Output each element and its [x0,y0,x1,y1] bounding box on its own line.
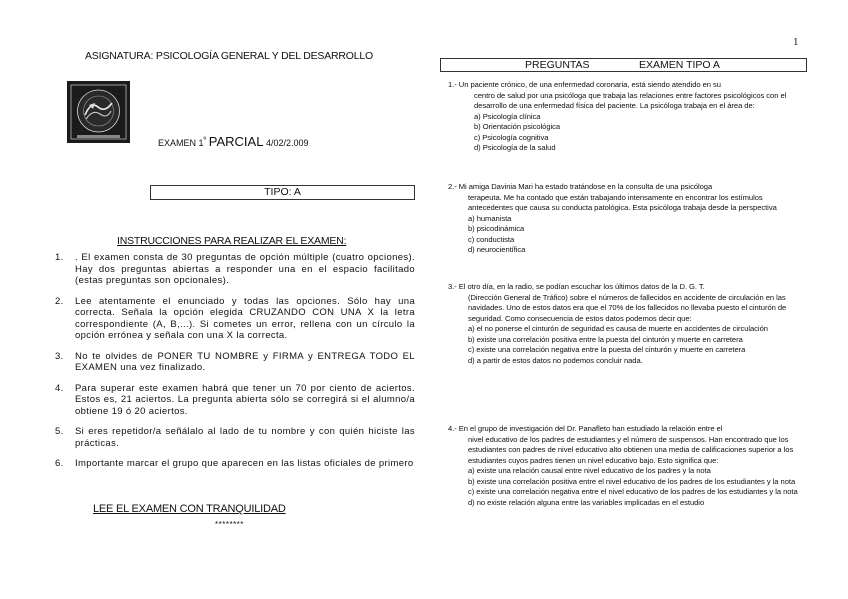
tipo-box: TIPO: A [150,185,415,200]
option: d) a partir de estos datos no podemos concluir nada. [468,355,643,365]
question-4 [448,424,798,508]
instruction-item: 1. . El examen consta de 30 preguntas de opción múltiple (cuatro opciones). Hay dos preguntas abiertas a responder una en el espacio facilitado (estas preguntas son opcionales). [55,252,415,286]
questions-header [440,58,807,72]
instruction-item: 5. Si eres repetidor/a señálalo al lado de tu nombre y con quién hiciste las prácticas. [55,426,415,449]
option: a) existe una relación causal entre nivel educativo de los padres y la nota [468,466,711,475]
instructions-title: INSTRUCCIONES PARA REALIZAR EL EXAMEN: [117,235,347,247]
option: c) Psicología cognitiva [474,132,549,142]
stars-divider: ******** [215,520,244,529]
option-list [448,466,798,508]
option-list [448,324,798,366]
option: c) conductista [468,234,515,244]
instruction-item: 3. No te olvides de PONER TU NOMBRE y FIRMA y ENTREGA TODO EL EXAMEN una vez finalizado. [55,350,415,373]
option: d) no existe relación alguna entre las variables implicadas en el estudio [468,497,705,507]
exam-ordinal: º [203,135,207,144]
option: b) existe una correlación positiva entre la puesta del cinturón y muerte en carretera [468,334,743,344]
option: c) existe una correlación negativa entre la puesta del cinturón y muerte en carretera [468,345,746,354]
option: d) Psicología de la salud [474,143,556,152]
option: b) Orientación psicológica [474,122,561,131]
question-stem: 3.- El otro día, en la radio, se podían escuchar los últimos datos de la D. G. T. [448,282,705,291]
instruction-item: 6. Importante marcar el grupo que aparecen en las listas oficiales de primero [55,458,414,469]
option: a) el no ponerse el cinturón de seguridad es causa de muerte en accidentes de circulación [468,324,768,333]
option: a) Psicología clínica [474,111,541,121]
question-3 [448,282,798,366]
header-preguntas: PREGUNTAS [525,59,590,71]
exam-partial: PARCIAL [208,134,264,149]
page-number: 1 [793,36,799,48]
question-stem: 1.- Un paciente crónico, de una enfermedad coronaria, está siendo atendido en su [448,80,721,89]
exam-line [158,134,309,149]
option-list [448,112,798,154]
question-stem: 4.- En el grupo de investigación del Dr. Panafleto han estudiado la relación entre el [448,424,723,433]
university-logo [67,81,130,143]
instruction-item: 2. Lee atentamente el enunciado y todas las opciones. Sólo hay una correcta. Señala la opción elegida CRUZANDO CON UNA X la letra correspondiente (A, B,...). Si cometes un error, rellena con un círculo la opción errónea y señala con una X la correcta. [55,295,415,341]
university-seal-icon [67,81,130,143]
option: d) neurocientífica [468,245,526,254]
option: b) psicodinámica [468,224,525,233]
option: a) humanista [468,213,512,223]
question-stem-cont: centro de salud por una psicóloga que trabaja las relaciones entre factores psicológicos con el desarrollo de una enfermedad física del paciente. La psicóloga trabaja en el área de: [474,90,787,110]
instruction-item: 4. Para superar este examen habrá que tener un 70 por ciento de aciertos. Estos es, 21 aciertos. La pregunta abierta sólo se corregirá si el alumno/a obtiene 19 ó 20 aciertos. [55,382,415,417]
exam-prefix: EXAMEN 1 [158,138,204,148]
option-list [448,214,798,256]
instructions-list [55,252,415,479]
question-stem-cont: nivel educativo de los padres de estudiantes y el número de suspensos. Han encontrado que los estudiantes con padres de nivel educativo alto obtienen una media de calificaciones superior a los estudiantes cuyos padres tienen un nivel educativo bajo. Esto significa que: [468,434,794,465]
question-stem-cont: (Dirección General de Tráfico) sobre el números de fallecidos en accidente de circulación en las navidades. Uno de estos datos era que el 70% de los fallecidos no llevaba puesto el cinturón de seguridad. Como consecuencia de estos datos podemos decir que: [468,292,787,323]
exam-date: 4/02/2.009 [265,138,309,148]
option: b) existe una correlación positiva entre el nivel educativo de los padres de los estudiantes y la nota [468,476,796,486]
option: c) existe una correlación negativa entre el nivel educativo de los padres de los estudiantes y la nota [468,487,798,496]
header-exam-type: EXAMEN TIPO A [639,59,720,71]
calm-title: LEE EL EXAMEN CON TRANQUILIDAD [93,503,286,515]
question-stem-cont: terapeuta. Me ha contado que están trabajando intensamente en encontrar los estímulos antecedentes que causa su conducta patológica. Esta psicóloga trabaja desde la perspectiva [468,192,777,212]
question-stem: 2.- Mi amiga Davinia Mari ha estado tratándose en la consulta de una psicóloga [448,182,713,191]
question-2 [448,182,798,256]
question-1 [448,80,798,154]
subject-title: ASIGNATURA: PSICOLOGÍA GENERAL Y DEL DESARROLLO [85,50,373,62]
